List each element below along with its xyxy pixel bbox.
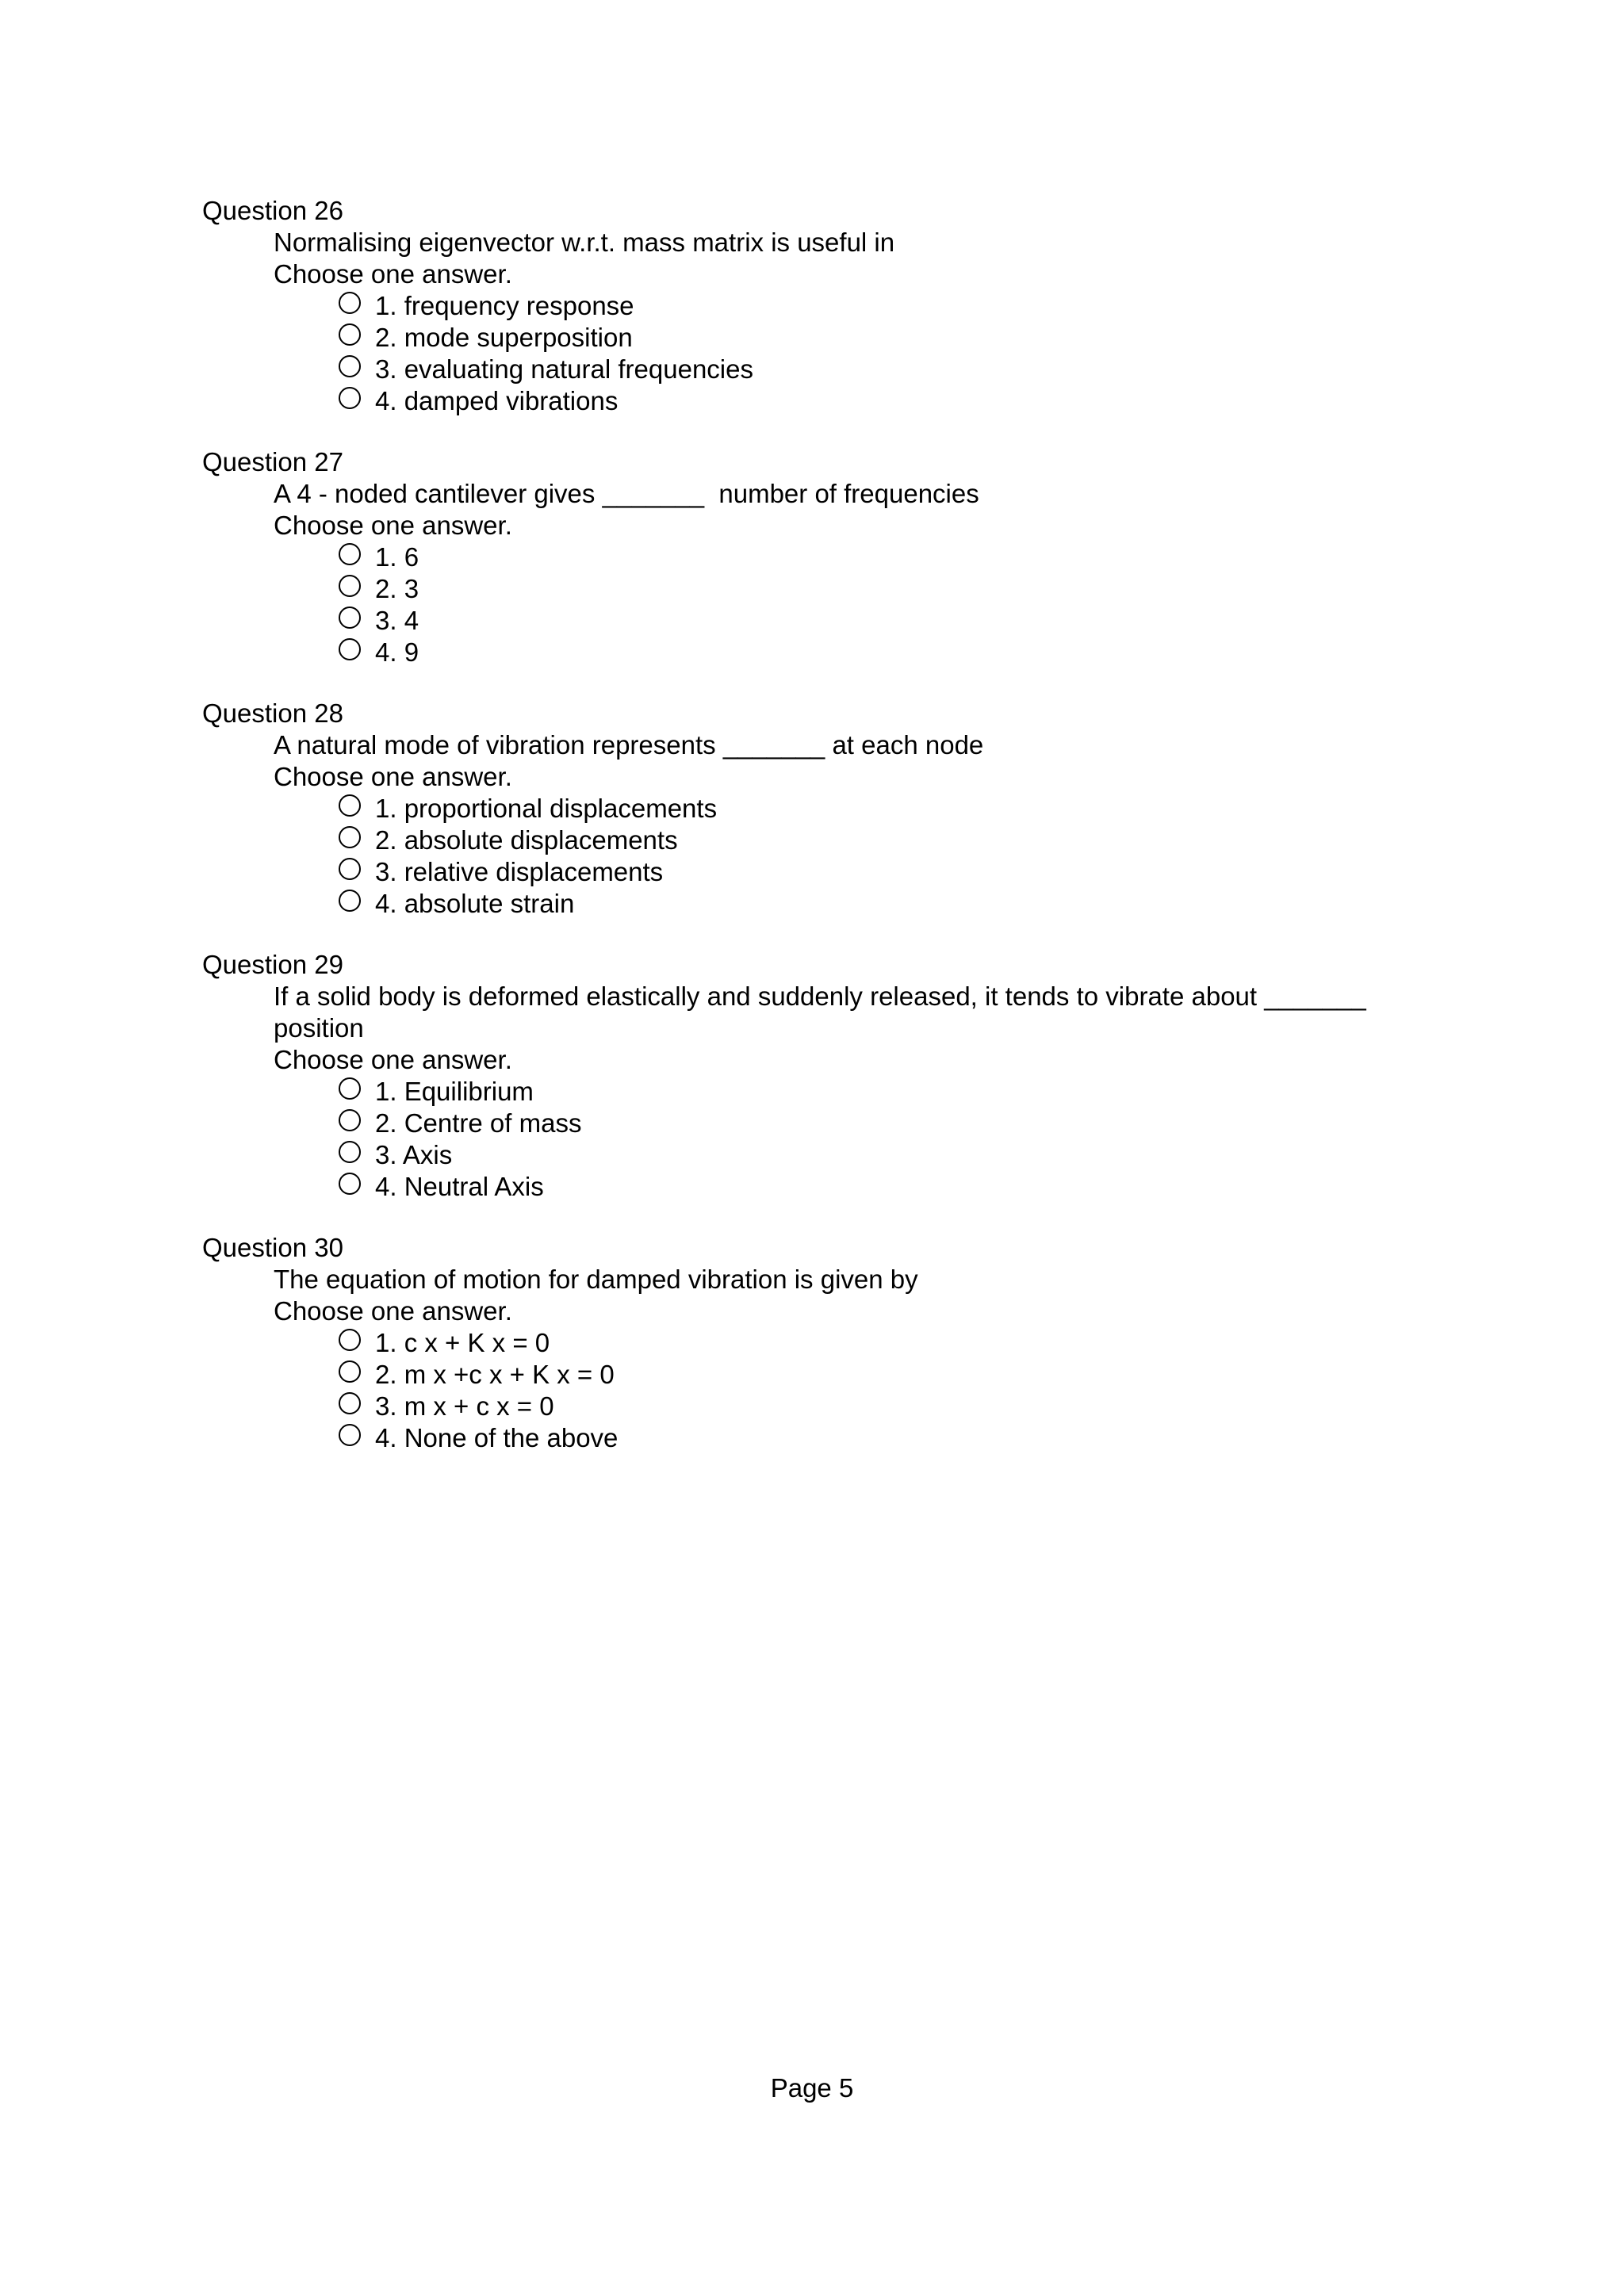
option-label: 3. relative displacements <box>375 857 664 886</box>
question-label: Question 30 <box>202 1233 343 1262</box>
question-28 <box>202 698 1471 920</box>
option-label: 3. m x + c x = 0 <box>375 1391 554 1421</box>
radio-button-icon[interactable] <box>339 1392 361 1414</box>
option-label: 2. m x +c x + K x = 0 <box>375 1360 615 1389</box>
answer-options <box>339 793 1471 920</box>
question-instruction: Choose one answer. <box>274 1045 512 1074</box>
radio-button-icon[interactable] <box>339 292 361 314</box>
radio-button-icon[interactable] <box>339 607 361 629</box>
option-label: 3. 4 <box>375 606 419 635</box>
question-30 <box>202 1232 1471 1454</box>
answer-option[interactable] <box>339 290 1471 322</box>
question-instruction: Choose one answer. <box>274 762 512 791</box>
answer-option[interactable] <box>339 793 1471 825</box>
question-label: Question 26 <box>202 196 343 225</box>
option-label: 1. 6 <box>375 542 419 572</box>
answer-option[interactable] <box>339 856 1471 888</box>
question-text: A 4 - noded cantilever gives _______ number of frequencies <box>274 479 979 508</box>
option-label: 3. Axis <box>375 1140 453 1169</box>
answer-option[interactable] <box>339 1108 1471 1139</box>
radio-button-icon[interactable] <box>339 858 361 880</box>
answer-option[interactable] <box>339 385 1471 417</box>
option-label: 2. mode superposition <box>375 323 633 352</box>
question-29 <box>202 949 1471 1203</box>
option-label: 2. Centre of mass <box>375 1108 582 1138</box>
option-label: 1. Equilibrium <box>375 1077 534 1106</box>
answer-option[interactable] <box>339 541 1471 573</box>
radio-button-icon[interactable] <box>339 1424 361 1446</box>
answer-options <box>339 541 1471 668</box>
radio-button-icon[interactable] <box>339 1141 361 1163</box>
question-text: A natural mode of vibration represents _______ at each node <box>274 730 984 760</box>
answer-option[interactable] <box>339 637 1471 668</box>
radio-button-icon[interactable] <box>339 575 361 597</box>
option-label: 4. None of the above <box>375 1423 619 1452</box>
question-list <box>202 195 1471 1483</box>
option-label: 4. damped vibrations <box>375 386 619 415</box>
option-label: 4. absolute strain <box>375 889 575 918</box>
radio-button-icon[interactable] <box>339 794 361 817</box>
answer-option[interactable] <box>339 354 1471 385</box>
option-label: 4. Neutral Axis <box>375 1172 544 1201</box>
question-text: The equation of motion for damped vibration is given by <box>274 1265 918 1294</box>
radio-button-icon[interactable] <box>339 1173 361 1195</box>
answer-options <box>339 1076 1471 1203</box>
question-27 <box>202 446 1471 668</box>
option-label: 2. 3 <box>375 574 419 603</box>
question-instruction: Choose one answer. <box>274 511 512 540</box>
answer-option[interactable] <box>339 322 1471 354</box>
question-label: Question 28 <box>202 698 343 728</box>
option-label: 2. absolute displacements <box>375 825 678 855</box>
radio-button-icon[interactable] <box>339 1329 361 1351</box>
answer-option[interactable] <box>339 888 1471 920</box>
option-label: 3. evaluating natural frequencies <box>375 354 753 384</box>
radio-button-icon[interactable] <box>339 1109 361 1131</box>
radio-button-icon[interactable] <box>339 543 361 565</box>
answer-option[interactable] <box>339 605 1471 637</box>
question-instruction: Choose one answer. <box>274 1296 512 1326</box>
answer-option[interactable] <box>339 1422 1471 1454</box>
answer-option[interactable] <box>339 1391 1471 1422</box>
question-text: Normalising eigenvector w.r.t. mass matrix is useful in <box>274 228 895 257</box>
radio-button-icon[interactable] <box>339 1077 361 1100</box>
option-label: 1. frequency response <box>375 291 634 320</box>
radio-button-icon[interactable] <box>339 826 361 848</box>
answer-option[interactable] <box>339 1171 1471 1203</box>
question-label: Question 29 <box>202 950 343 979</box>
answer-option[interactable] <box>339 825 1471 856</box>
page-number: Page 5 <box>770 2073 854 2103</box>
option-label: 1. c x + K x = 0 <box>375 1328 550 1357</box>
radio-button-icon[interactable] <box>339 890 361 912</box>
radio-button-icon[interactable] <box>339 355 361 377</box>
option-label: 4. 9 <box>375 637 419 667</box>
radio-button-icon[interactable] <box>339 323 361 346</box>
radio-button-icon[interactable] <box>339 1360 361 1383</box>
question-label: Question 27 <box>202 447 343 476</box>
question-instruction: Choose one answer. <box>274 259 512 289</box>
answer-option[interactable] <box>339 1076 1471 1108</box>
answer-option[interactable] <box>339 1327 1471 1359</box>
answer-option[interactable] <box>339 573 1471 605</box>
question-26 <box>202 195 1471 417</box>
answer-options <box>339 1327 1471 1454</box>
answer-option[interactable] <box>339 1359 1471 1391</box>
radio-button-icon[interactable] <box>339 638 361 660</box>
option-label: 1. proportional displacements <box>375 794 718 823</box>
radio-button-icon[interactable] <box>339 387 361 409</box>
question-text: If a solid body is deformed elastically and suddenly released, it tends to vibrate about _______ position <box>274 982 1366 1043</box>
answer-option[interactable] <box>339 1139 1471 1171</box>
answer-options <box>339 290 1471 417</box>
